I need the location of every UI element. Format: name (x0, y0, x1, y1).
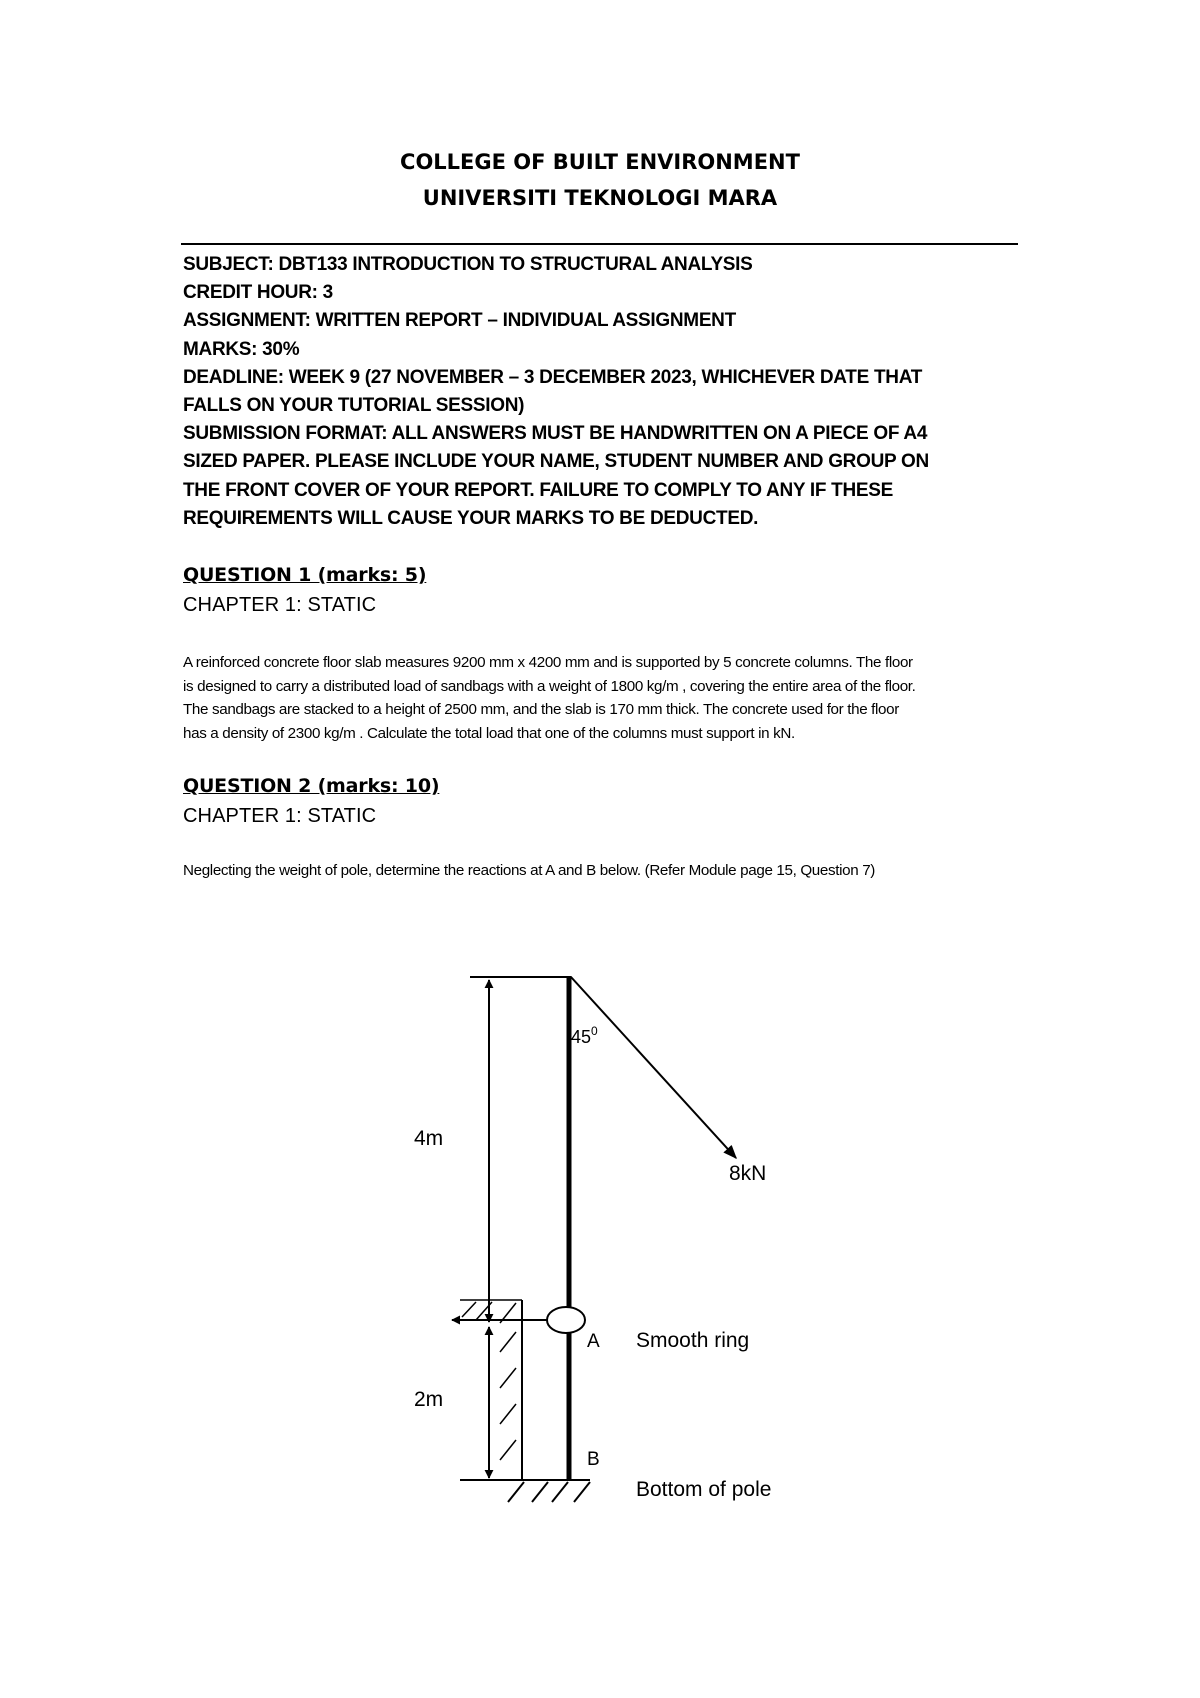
question-1-title: QUESTION 1 (marks: 5) (183, 564, 427, 586)
question-1-line: is designed to carry a distributed load of sandbags with a weight of 1800 kg/m , covering the entire area of the floor. (183, 677, 916, 695)
assignment-line: ASSIGNMENT: WRITTEN REPORT – INDIVIDUAL ASSIGNMENT (183, 310, 736, 332)
submission-format-line: SUBMISSION FORMAT: ALL ANSWERS MUST BE HANDWRITTEN ON A PIECE OF A4 (183, 423, 928, 445)
college-heading: COLLEGE OF BUILT ENVIRONMENT (400, 150, 800, 174)
angle-label: $45^0$ (571, 1024, 598, 1047)
point-b-label: B (587, 1449, 600, 1470)
ground-hatching (508, 1482, 590, 1502)
question-2-chapter: CHAPTER 1: STATIC (183, 805, 377, 827)
deadline-line: DEADLINE: WEEK 9 (27 NOVEMBER – 3 DECEMBER 2023, WHICHEVER DATE THAT (183, 366, 923, 388)
question-2-title: QUESTION 2 (marks: 10) (183, 775, 440, 797)
subject-line: SUBJECT: DBT133 INTRODUCTION TO STRUCTURAL ANALYSIS (183, 254, 753, 275)
smooth-ring (547, 1307, 585, 1333)
deadline-line-cont: FALLS ON YOUR TUTORIAL SESSION) (183, 395, 525, 417)
hatch-mark (574, 1482, 590, 1502)
dimension-label-2m: 2m (414, 1388, 444, 1411)
force-arrow (571, 977, 736, 1158)
marks-line: MARKS: 30% (183, 338, 300, 360)
hatch-mark (532, 1482, 548, 1502)
hatch-mark (500, 1332, 516, 1352)
submission-format-line-4: REQUIREMENTS WILL CAUSE YOUR MARKS TO BE DEDUCTED. (183, 507, 759, 529)
question-1-chapter: CHAPTER 1: STATIC (183, 594, 377, 616)
submission-format-line-2: SIZED PAPER. PLEASE INCLUDE YOUR NAME, STUDENT NUMBER AND GROUP ON (183, 451, 929, 473)
question-2-line: Neglecting the weight of pole, determine the reactions at A and B below. (Refer Module page 15, Question 7) (183, 862, 876, 879)
dimension-label-4m: 4m (414, 1127, 444, 1150)
submission-format-line-3: THE FRONT COVER OF YOUR REPORT. FAILURE TO COMPLY TO ANY IF THESE (183, 479, 893, 501)
hatch-mark (500, 1368, 516, 1388)
credit-hour-line: CREDIT HOUR: 3 (183, 282, 333, 304)
bottom-of-pole-label: Bottom of pole (636, 1478, 772, 1501)
question-1-line: The sandbags are stacked to a height of 2500 mm, and the slab is 170 mm thick. The concrete used for the floor (183, 701, 899, 718)
point-a-label: A (587, 1331, 600, 1352)
question-1-line: has a density of 2300 kg/m . Calculate the total load that one of the columns must support in kN. (183, 724, 795, 742)
hatch-mark (500, 1440, 516, 1460)
hatch-mark (500, 1404, 516, 1424)
hatch-mark (552, 1482, 568, 1502)
smooth-ring-label: Smooth ring (636, 1329, 750, 1352)
question-1-line: A reinforced concrete floor slab measures 9200 mm x 4200 mm and is supported by 5 concrete columns. The floor (183, 654, 913, 671)
university-heading: UNIVERSITI TEKNOLOGI MARA (422, 186, 778, 210)
hatch-mark (462, 1302, 476, 1317)
hatch-mark (508, 1482, 524, 1502)
force-label: 8kN (729, 1162, 767, 1185)
